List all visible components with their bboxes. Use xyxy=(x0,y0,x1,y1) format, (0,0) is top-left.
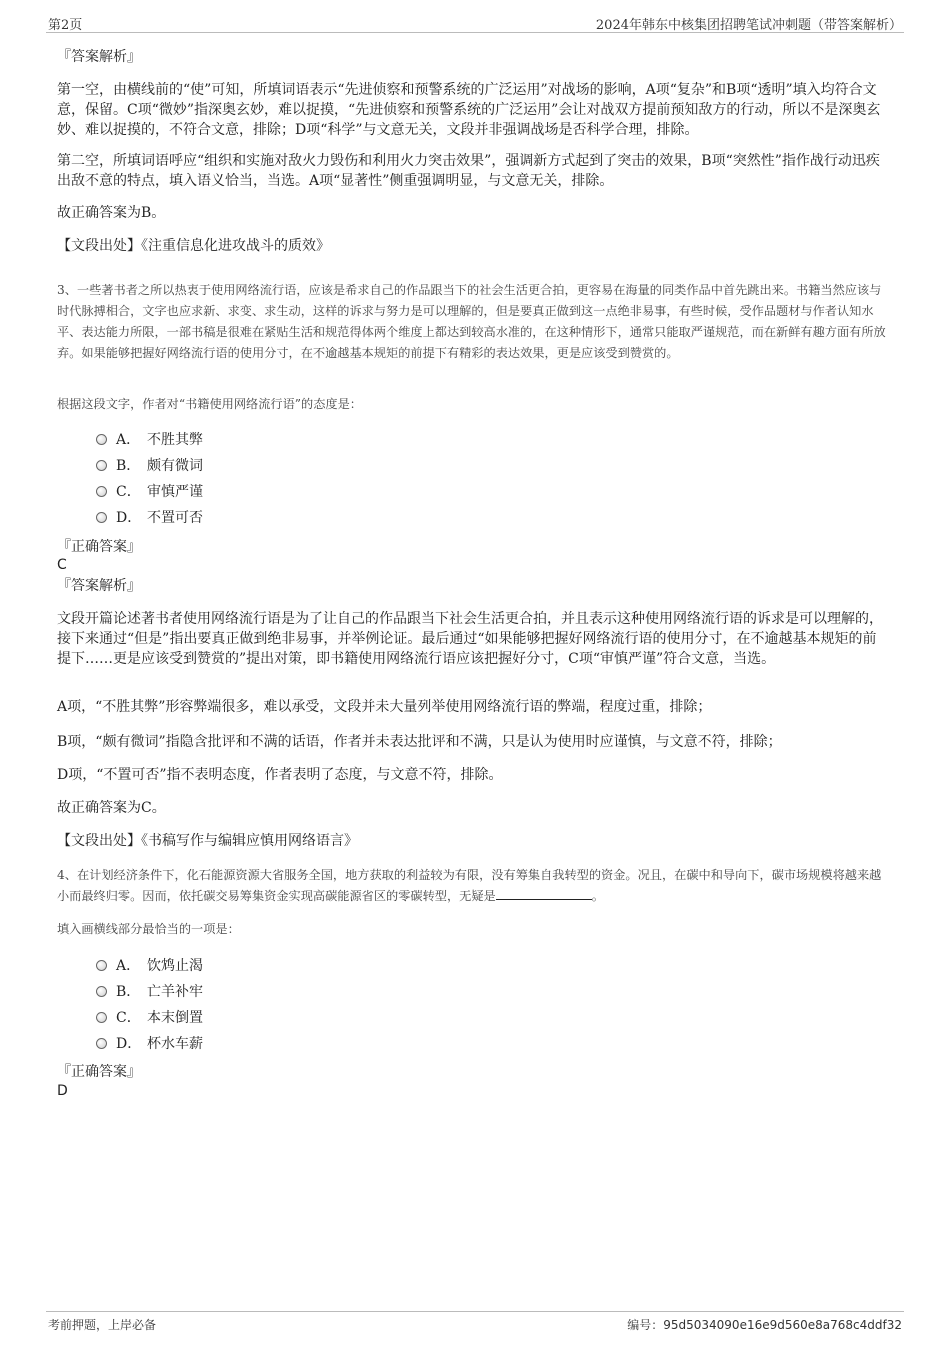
q3-explain-para2: A项，“不胜其弊”形容弊端很多，难以承受，文段并未大量列举使用网络流行语的弊端，程度过重，排除； xyxy=(57,699,712,715)
prev-explain-conclusion: 故正确答案为B。 xyxy=(57,205,166,221)
q3-explain-para4: D项，“不置可否”指不表明态度，作者表明了态度，与文意不符，排除。 xyxy=(57,767,503,783)
radio-icon[interactable] xyxy=(96,486,107,497)
q3-explain-para3: B项，“颇有微词”指隐含批评和不满的话语，作者并未表达批评和不满，只是认为使用时应谨慎，与文意不符，排除； xyxy=(57,734,782,750)
prev-explain-para1: 第一空，由横线前的“使”可知，所填词语表示“先进侦察和预警系统的广泛运用”对战场的影响，A项“复杂”和B项“透明”填入均符合文意，保留。C项“微妙”指深奥玄妙，难以捉摸，“先进侦察和预警系统的广泛运用”会让对战双方提前预知敌方的行动，所以不是深奥玄妙、难以捉摸的，不符合文意，排除；D项“科学”与文意无关，文段并非强调战场是否科学合理，排除。 xyxy=(57,82,881,138)
radio-icon[interactable] xyxy=(96,960,107,971)
q4-answer-tag: 『正确答案』 xyxy=(57,1064,141,1080)
document-id: 编号：95d5034090e16e9d560e8a768c4ddf32 xyxy=(627,1318,902,1332)
page-header xyxy=(46,14,904,33)
q3-prompt: 根据这段文字，作者对“书籍使用网络流行语”的态度是： xyxy=(57,397,362,411)
q4-stem: 4、在计划经济条件下，化石能源资源大省服务全国，地方获取的利益较为有限，没有筹集自我转型的资金。况且，在碳中和导向下，碳市场规模将越来越小而最终归零。因而，依托碳交易筹集资金实现高碳能源省区的零碳转型，无疑是 。 xyxy=(57,868,882,903)
q3-option-c[interactable]: C． 审慎严谨 xyxy=(96,482,203,502)
prev-explain-para2: 第二空，所填词语呼应“组织和实施对敌火力毁伤和利用火力突击效果”，强调新方式起到了突击的效果，B项“突然性”指作战行动迅疾出敌不意的特点，填入语义恰当，当选。A项“显著性”侧重强调明显，与文意无关，排除。 xyxy=(57,153,880,189)
radio-icon[interactable] xyxy=(96,1038,107,1049)
q3-option-a[interactable]: A． 不胜其弊 xyxy=(96,430,203,450)
document-title: 2024年韩东中核集团招聘笔试冲刺题（带答案解析） xyxy=(595,18,902,33)
radio-icon[interactable] xyxy=(96,434,107,445)
q3-explain-conclusion: 故正确答案为C。 xyxy=(57,800,166,816)
q3-answer: C xyxy=(57,557,67,573)
q3-explain-para1: 文段开篇论述著书者使用网络流行语是为了让自己的作品跟当下社会生活更合拍，并且表示这种使用网络流行语的诉求是可以理解的，接下来通过“但是”指出要真正做到绝非易事，并举例论证。最后通过“如果能够把握好网络流行语的使用分寸，在不逾越基本规矩的前提下……更是应该受到赞赏的”提出对策，即书籍使用网络流行语应该把握好分寸，C项“审慎严谨”符合文意，当选。 xyxy=(57,611,883,667)
prev-explain-tag: 『答案解析』 xyxy=(57,49,141,65)
q3-stem: 3、一些著书者之所以热衷于使用网络流行语，应该是希求自己的作品跟当下的社会生活更合拍，更容易在海量的同类作品中首先跳出来。书籍当然应该与时代脉搏相合，文字也应求新、求变、求生动，这样的诉求与努力是可以理解的，但是要真正做到这一点绝非易事，有些时候，受作品题材与作者认知水平、表达能力所限，一部书稿是很难在紧贴生活和规范得体两个维度上都达到较高水准的，在这种情形下，通常只能取严谨规范，而在新鲜有趣方面有所放弃。如果能够把握好网络流行语的使用分寸，在不逾越基本规矩的前提下有精彩的表达效果，更是应该受到赞赏的。 xyxy=(57,283,886,360)
q4-option-d[interactable]: D． 杯水车薪 xyxy=(96,1034,203,1054)
q3-option-b[interactable]: B． 颇有微词 xyxy=(96,456,203,476)
q4-option-c[interactable]: C． 本末倒置 xyxy=(96,1008,203,1028)
radio-icon[interactable] xyxy=(96,1012,107,1023)
radio-icon[interactable] xyxy=(96,986,107,997)
q4-answer: D xyxy=(57,1083,68,1099)
q4-option-b[interactable]: B． 亡羊补牢 xyxy=(96,982,203,1002)
q3-source: 【文段出处】《书稿写作与编辑应慎用网络语言》 xyxy=(57,833,358,849)
radio-icon[interactable] xyxy=(96,512,107,523)
page-footer xyxy=(46,1311,904,1334)
q3-option-d[interactable]: D． 不置可否 xyxy=(96,508,203,528)
q4-prompt: 填入画横线部分最恰当的一项是： xyxy=(57,922,240,936)
prev-source: 【文段出处】《注重信息化进攻战斗的质效》 xyxy=(57,238,330,254)
fill-blank xyxy=(496,887,592,900)
footer-slogan: 考前押题，上岸必备 xyxy=(48,1318,157,1332)
radio-icon[interactable] xyxy=(96,460,107,471)
q4-option-a[interactable]: A． 饮鸩止渴 xyxy=(96,956,203,976)
q3-explain-tag: 『答案解析』 xyxy=(57,578,141,594)
q3-answer-tag: 『正确答案』 xyxy=(57,539,141,555)
page-number: 第2页 xyxy=(48,18,83,33)
